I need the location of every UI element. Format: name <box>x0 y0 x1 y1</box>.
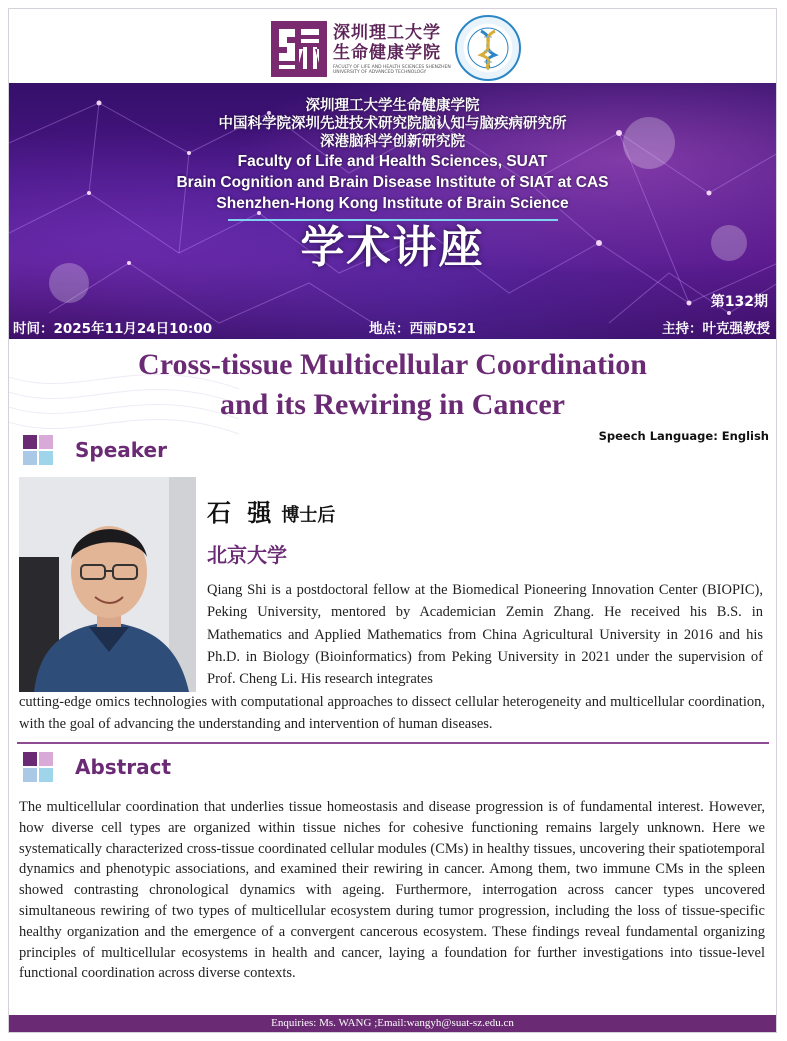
speaker-name-row <box>207 493 335 528</box>
issue-number: 第132期 <box>710 294 768 310</box>
banner-cn-line2: 中国科学院深圳先进技术研究院脑认知与脑疾病研究所 <box>218 116 567 132</box>
poster <box>8 8 777 1033</box>
section-divider <box>17 742 769 744</box>
suat-logo-icon <box>271 21 327 77</box>
logo-cn-line2: 生命健康学院 <box>333 43 441 63</box>
abstract-text: The multicellular coordination that underlies tissue homeostasis and disease progression is of fundamental interest. However, how diverse cell types are organized within tissue niches for cohesive functioning remains largely unknown. Here we systematically characterized cross-tissue coordinated cellular modules (CMs) in healthy tissues, uncovering their spatiotemporal dynamics and phenotypic associations, and examined their rewiring in cancer. Among them, two immune CMs in the spleen showed contrasting chronological dynamics with ageing. Furthermore, interrogation across cancer types uncovered simultaneous rewiring of two types of multicellular ecosystem during tumor progression, including the loss of tissue-specific healthy organization and the emergence of a convergent cancerous ecosystem. These findings reveal fundamental organizing principles of multicellular ecosystems in health and cancer, laying a foundation for further investigations into tissue-level functional coordination across diverse contexts. <box>19 799 765 982</box>
speaker-name: 石 强 <box>207 499 276 527</box>
abstract-heading: Abstract <box>75 755 172 779</box>
section-icon-square <box>23 451 37 465</box>
section-icon <box>23 752 37 766</box>
logo-area <box>9 9 776 83</box>
section-icon <box>23 435 37 449</box>
event-info-row <box>9 315 776 337</box>
talk-title <box>9 345 776 425</box>
footer-contact: Enquiries: Ms. WANG ;Email:wangyh@suat-sz.edu.cn <box>9 1015 776 1032</box>
section-icon-square <box>39 435 53 449</box>
section-icon-square <box>23 768 37 782</box>
institute-seal-icon <box>455 15 521 81</box>
event-time: 时间：2025年11月24日10:00 <box>13 321 213 337</box>
speech-language: Speech Language: English <box>598 429 769 443</box>
section-icon-square <box>39 768 53 782</box>
banner-cn-line3: 深港脑科学创新研究院 <box>320 134 465 150</box>
suat-name <box>333 23 451 75</box>
logo-en: FACULTY OF LIFE AND HEALTH SCIENCES SHENZHEN UNIVERSITY OF ADVANCED TECHNOLOGY <box>333 65 451 75</box>
event-venue: 地点：西丽D521 <box>369 321 476 337</box>
speaker-photo <box>19 477 196 692</box>
banner-en-line2: Brain Cognition and Brain Disease Institute of SIAT at CAS <box>176 174 609 191</box>
speaker-bio-part2: cutting-edge omics technologies with computational approaches to dissect cellular heterogeneity and multicellular coordination, with the goal of advancing the understanding and intervention of human diseases. <box>19 694 765 733</box>
banner-en-line3: Shenzhen-Hong Kong Institute of Brain Science <box>216 195 569 212</box>
banner-en-line1: Faculty of Life and Health Sciences, SUAT <box>237 153 548 170</box>
lecture-title: 学术讲座 <box>300 222 485 273</box>
banner-cn-line1: 深圳理工大学生命健康学院 <box>305 98 480 114</box>
speaker-affiliation: 北京大学 <box>207 543 287 567</box>
section-icon-square <box>39 752 53 766</box>
logo-cn-line1: 深圳理工大学 <box>333 23 441 43</box>
speaker-heading: Speaker <box>75 438 167 462</box>
speaker-bio-part1: Qiang Shi is a postdoctoral fellow at the Biomedical Pioneering Innovation Center (BIOPIC), Peking University, mentored by Academician Zemin Zhang. He received his B.S. in Mathematics and Applied Mathematics from China Agricultural University in 2016 and his Ph.D. in Biology (Bioinformatics) from Peking University in 2021 under the supervision of Prof. Cheng Li. His research integrates <box>207 582 763 688</box>
event-host: 主持：叶克强教授 <box>662 321 770 337</box>
section-icon-square <box>39 451 53 465</box>
talk-title-line2: and its Rewiring in Cancer <box>220 388 565 421</box>
header-banner <box>9 83 776 339</box>
talk-title-line1: Cross-tissue Multicellular Coordination <box>138 348 647 381</box>
banner-divider <box>228 219 558 221</box>
speaker-position: 博士后 <box>281 505 336 526</box>
